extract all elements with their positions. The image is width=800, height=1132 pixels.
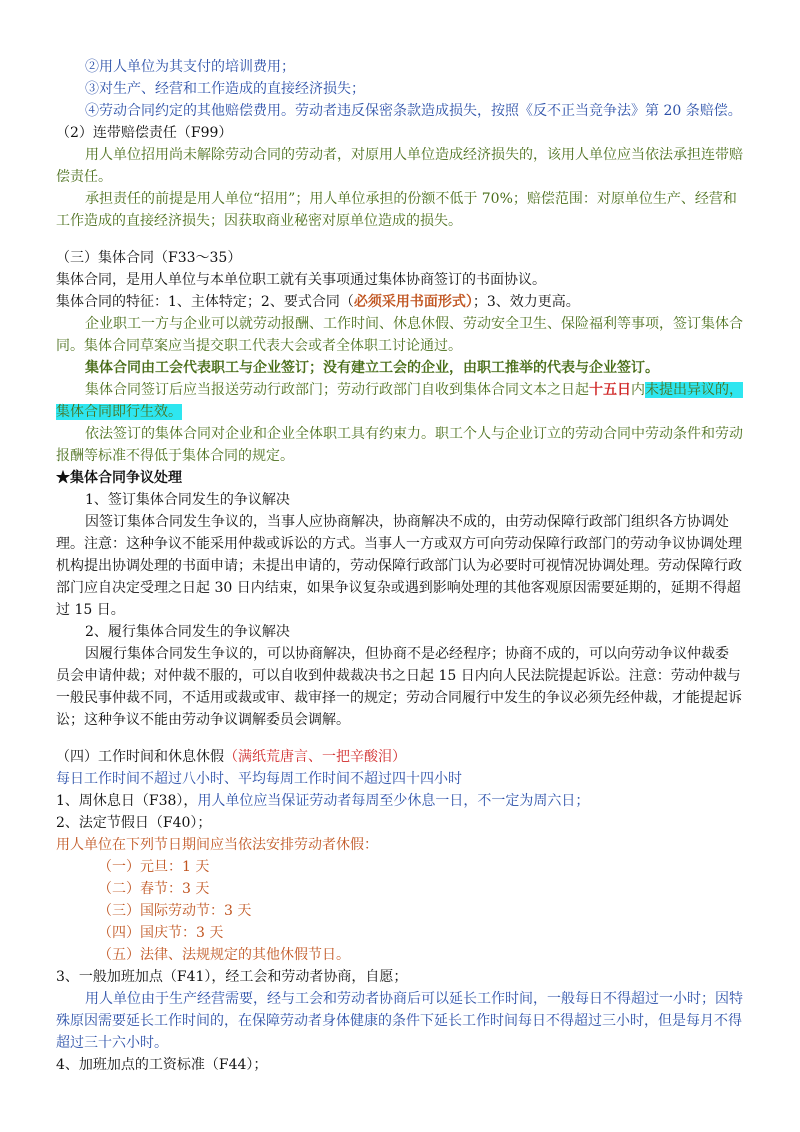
text-line: 机构提出协调处理的书面申请；未提出申请的，劳动保障行政部门认为必要时可视情况协调处理。劳动保障行政 bbox=[56, 558, 742, 574]
text-line: ③对生产、经营和工作造成的直接经济损失； bbox=[85, 81, 365, 97]
text-line: 企业职工一方与企业可以就劳动报酬、工作时间、休息休假、劳动安全卫生、保险福利等事项，签订集体合 bbox=[85, 316, 743, 332]
emphasis-text: 十五日 bbox=[589, 382, 631, 398]
section-heading: （2）连带赔偿责任（F99） bbox=[56, 125, 233, 141]
list-item: （四）国庆节：3 天 bbox=[98, 925, 224, 941]
text-span: 集体合同的特征：1、主体特定；2、要式合同（ bbox=[56, 294, 354, 310]
text-line: 集体合同，是用人单位与本单位职工就有关事项通过集体协商签订的书面协议。 bbox=[56, 272, 546, 288]
text-line: 3、一般加班加点（F41），经工会和劳动者协商，自愿； bbox=[56, 969, 408, 985]
text-line: 过 15 日。 bbox=[56, 602, 125, 618]
text-line: 殊原因需要延长工作时间的，在保障劳动者身体健康的条件下延长工作时间每日不得超过三小时，但是每月不得 bbox=[56, 1013, 742, 1029]
text-span: 用人单位应当保证劳动者每周至少休息一日，不一定为周六日； bbox=[197, 793, 590, 809]
text-span: ；3、效力更高。 bbox=[472, 294, 580, 310]
text-line: 偿责任。 bbox=[56, 169, 112, 185]
text-line bbox=[56, 401, 182, 423]
list-item: （五）法律、法规规定的其他休假节日。 bbox=[98, 947, 350, 963]
list-item: （二）春节：3 天 bbox=[98, 881, 210, 897]
text-line: 承担责任的前提是用人单位“招用”；用人单位承担的份额不低于 70%；赔偿范围：对原单位生产、经营和 bbox=[85, 191, 737, 207]
text-line: 报酬等标准不得低于集体合同的规定。 bbox=[56, 448, 294, 464]
text-line: 每日工作时间不超过八小时、平均每周工作时间不超过四十四小时 bbox=[56, 771, 462, 787]
bold-text-line: 集体合同由工会代表职工与企业签订；没有建立工会的企业，由职工推举的代表与企业签订。 bbox=[85, 360, 659, 376]
text-line: 一般民事仲裁不同，不适用或裁或审、裁审择一的规定；劳动合同履行中发生的争议必须先经仲裁，才能提起诉 bbox=[56, 690, 742, 706]
subsection-heading: 1、签订集体合同发生的争议解决 bbox=[85, 492, 290, 508]
text-span: 集体合同签订后应当报送劳动行政部门；劳动行政部门自收到集体合同文本之日起 bbox=[85, 382, 589, 398]
list-item: （三）国际劳动节：3 天 bbox=[98, 903, 252, 919]
text-line: 工作造成的直接经济损失；因获取商业秘密对原单位造成的损失。 bbox=[56, 213, 462, 229]
text-span: 内 bbox=[631, 382, 645, 398]
text-line: 部门应自决定受理之日起 30 日内结束，如果争议复杂或遇到影响处理的其他客观原因需要延期的，延期不得超 bbox=[56, 580, 741, 596]
text-line bbox=[85, 379, 743, 401]
section-heading bbox=[56, 746, 406, 768]
text-line: 员会申请仲裁；对仲裁不服的，可以自收到仲裁裁决书之日起 15 日内向人民法院提起诉讼。注意：劳动仲裁与 bbox=[56, 668, 741, 684]
text-line: 理。注意：这种争议不能采用仲裁或诉讼的方式。当事人一方或双方可向劳动保障行政部门的劳动争议协调处理 bbox=[56, 536, 742, 552]
text-line: 同。集体合同草案应当提交职工代表大会或者全体职工讨论通过。 bbox=[56, 338, 462, 354]
text-line: 超过三十六小时。 bbox=[56, 1035, 168, 1051]
text-span: 1、周休息日（F38）， bbox=[56, 793, 198, 809]
text-line: 用人单位由于生产经营需要，经与工会和劳动者协商后可以延长工作时间，一般每日不得超过一小时；因特 bbox=[85, 991, 743, 1007]
text-line: 因签订集体合同发生争议的，当事人应协商解决，协商解决不成的，由劳动保障行政部门组织各方协调处 bbox=[85, 514, 729, 530]
text-line: 4、加班加点的工资标准（F44）； bbox=[56, 1057, 268, 1073]
text-line: 用人单位招用尚未解除劳动合同的劳动者，对原用人单位造成经济损失的，该用人单位应当依法承担连带赔 bbox=[85, 147, 743, 163]
list-item: （一）元旦：1 天 bbox=[98, 859, 210, 875]
text-span: （四）工作时间和休息休假 bbox=[56, 749, 224, 765]
section-heading: ★集体合同争议处理 bbox=[56, 470, 182, 486]
emphasis-text: 必须采用书面形式） bbox=[353, 294, 473, 310]
text-line: 因履行集体合同发生争议的，可以协商解决，但协商不是必经程序；协商不成的，可以向劳动争议仲裁委 bbox=[85, 646, 729, 662]
text-line: 讼；这种争议不能由劳动争议调解委员会调解。 bbox=[56, 712, 350, 728]
text-line: 依法签订的集体合同对企业和企业全体职工具有约束力。职工个人与企业订立的劳动合同中劳动条件和劳动 bbox=[85, 426, 743, 442]
subsection-heading: 2、履行集体合同发生的争议解决 bbox=[85, 624, 290, 640]
text-line bbox=[56, 790, 589, 812]
text-line: ②用人单位为其支付的培训费用； bbox=[85, 59, 295, 75]
highlighted-text: 未提出异议的， bbox=[645, 382, 743, 398]
highlighted-text: 集体合同即行生效。 bbox=[56, 404, 182, 420]
section-heading: （三）集体合同（F33～35） bbox=[56, 250, 242, 266]
text-line: 2、法定节假日（F40）； bbox=[56, 815, 212, 831]
text-line: 用人单位在下列节日期间应当依法安排劳动者休假： bbox=[56, 837, 378, 853]
text-line bbox=[56, 291, 580, 313]
text-line: ④劳动合同约定的其他赔偿费用。劳动者违反保密条款造成损失，按照《反不正当竞争法》第 20 条赔偿。 bbox=[85, 103, 742, 119]
annotation-text: （满纸荒唐言、一把辛酸泪） bbox=[224, 749, 406, 765]
